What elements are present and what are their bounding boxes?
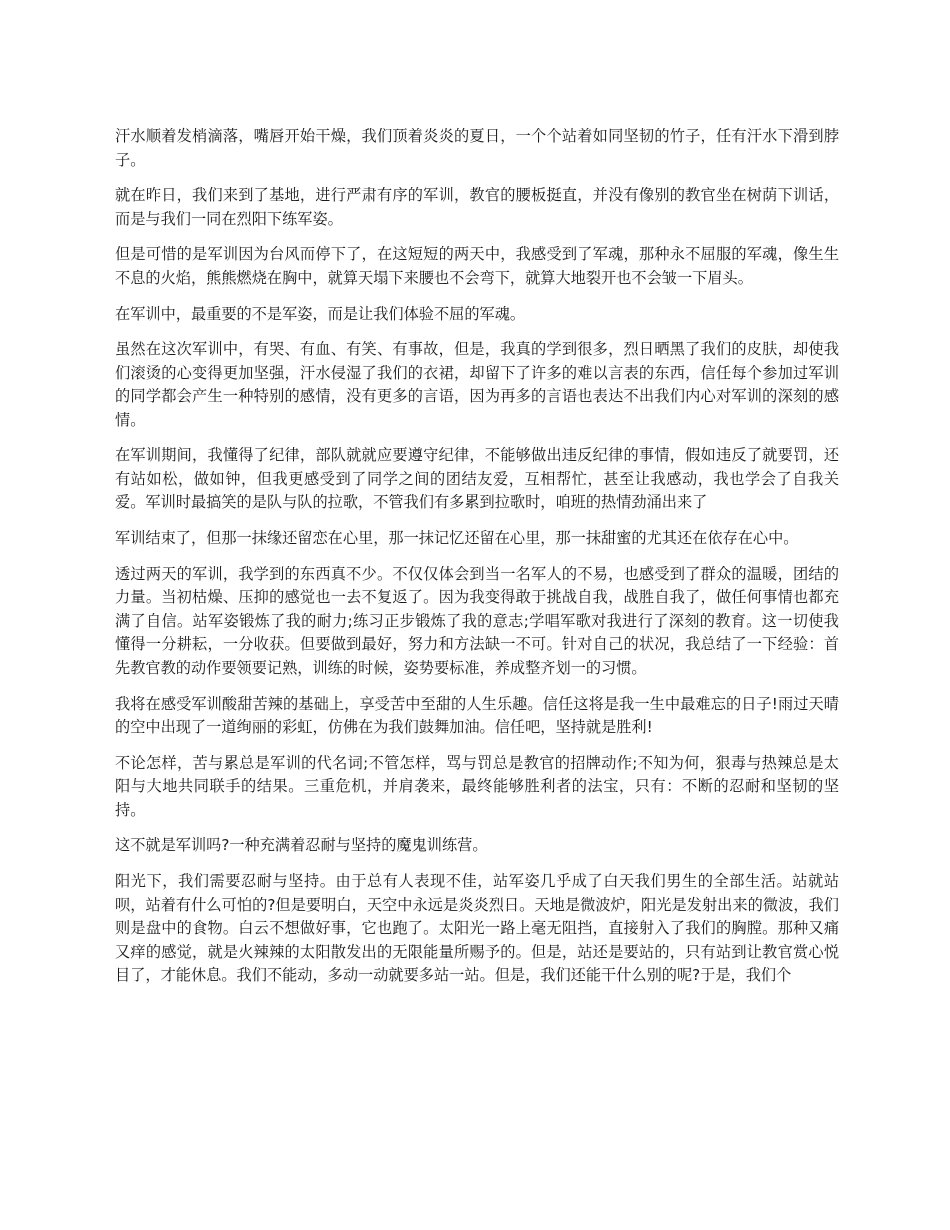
paragraph-12: 阳光下，我们需要忍耐与坚持。由于总有人表现不佳，站军姿几乎成了白天我们男生的全部生活。站就站呗，站着有什么可怕的?但是要明白，天空中永远是炎炎烈日。天地是微波炉，阳光是发射出来的微波，我们则是盘中的食物。白云不想做好事，它也跑了。太阳光一路上毫无阻挡，直接射入了我们的胸膛。那种又痛又痒的感觉，就是火辣辣的太阳散发出的无限能量所赐予的。但是，站还是要站的，只有站到让教官赏心悦目了，才能休息。我们不能动，多动一动就要多站一站。但是，我们还能干什么别的呢?于是，我们个 — [115, 872, 839, 985]
paragraph-11: 这不就是军训吗?一种充满着忍耐与坚持的魔鬼训练营。 — [115, 836, 488, 855]
paragraph-6: 在军训期间，我懂得了纪律，部队就就应要遵守纪律，不能够做出违反纪律的事情，假如违反了就要罚，还有站如松，做如钟，但我更感受到了同学之间的团结友爱，互相帮忙，甚至让我感动，我也学会了自我关爱。军训时最搞笑的是队与队的拉歌，不管我们有多累到拉歌时，咱班的热情劲涌出来了 — [115, 446, 839, 512]
paragraph-9: 我将在感受军训酸甜苦辣的基础上，享受苦中至甜的人生乐趣。信任这将是我一生中最难忘的日子!雨过天晴的空中出现了一道绚丽的彩虹，仿佛在为我们鼓舞加油。信任吧，坚持就是胜利! — [115, 694, 839, 736]
document-body — [115, 125, 839, 1000]
paragraph-1: 汗水顺着发梢滴落，嘴唇开始干燥，我们顶着炎炎的夏日，一个个站着如同坚韧的竹子，任有汗水下滑到脖子。 — [115, 127, 839, 169]
paragraph-8: 透过两天的军训，我学到的东西真不少。不仅仅体会到当一名军人的不易，也感受到了群众的温暖，团结的力量。当初枯燥、压抑的感觉也一去不复返了。因为我变得敢于挑战自我，战胜自我了，做任何事情也都充满了自信。站军姿锻炼了我的耐力;练习正步锻炼了我的意志;学唱军歌对我进行了深刻的教育。这一切使我懂得一分耕耘，一分收获。但要做到最好，努力和方法缺一不可。针对自己的状况，我总结了一下经验：首先教官教的动作要领要记熟，训练的时候，姿势要标准，养成整齐划一的习惯。 — [115, 564, 839, 677]
paragraph-10: 不论怎样，苦与累总是军训的代名词;不管怎样，骂与罚总是教官的招牌动作;不知为何，狠毒与热辣总是太阳与大地共同联手的结果。三重危机，并肩袭来，最终能够胜利者的法宝，只有：不断的忍耐和坚韧的坚持。 — [115, 753, 839, 819]
paragraph-5: 虽然在这次军训中，有哭、有血、有笑、有事故，但是，我真的学到很多，烈日晒黑了我们的皮肤，却使我们滚烫的心变得更加坚强，汗水侵湿了我们的衣裙，却留下了许多的难以言表的东西，信任每个参加过军训的同学都会产生一种特别的感情，没有更多的言语，因为再多的言语也表达不出我们内心对军训的深刻的感情。 — [115, 340, 839, 429]
paragraph-4: 在军训中，最重要的不是军姿，而是让我们体验不屈的军魂。 — [115, 304, 526, 323]
paragraph-3: 但是可惜的是军训因为台风而停下了，在这短短的两天中，我感受到了军魂，那种永不屈服的军魂，像生生不息的火焰，熊熊燃烧在胸中，就算天塌下来腰也不会弯下，就算大地裂开也不会皱一下眉头。 — [115, 245, 839, 287]
paragraph-2: 就在昨日，我们来到了基地，进行严肃有序的军训，教官的腰板挺直，并没有像别的教官坐在树荫下训话，而是与我们一同在烈阳下练军姿。 — [115, 186, 839, 228]
paragraph-7: 军训结束了，但那一抹缘还留恋在心里，那一抹记忆还留在心里，那一抹甜蜜的尤其还在依存在心中。 — [115, 529, 799, 548]
